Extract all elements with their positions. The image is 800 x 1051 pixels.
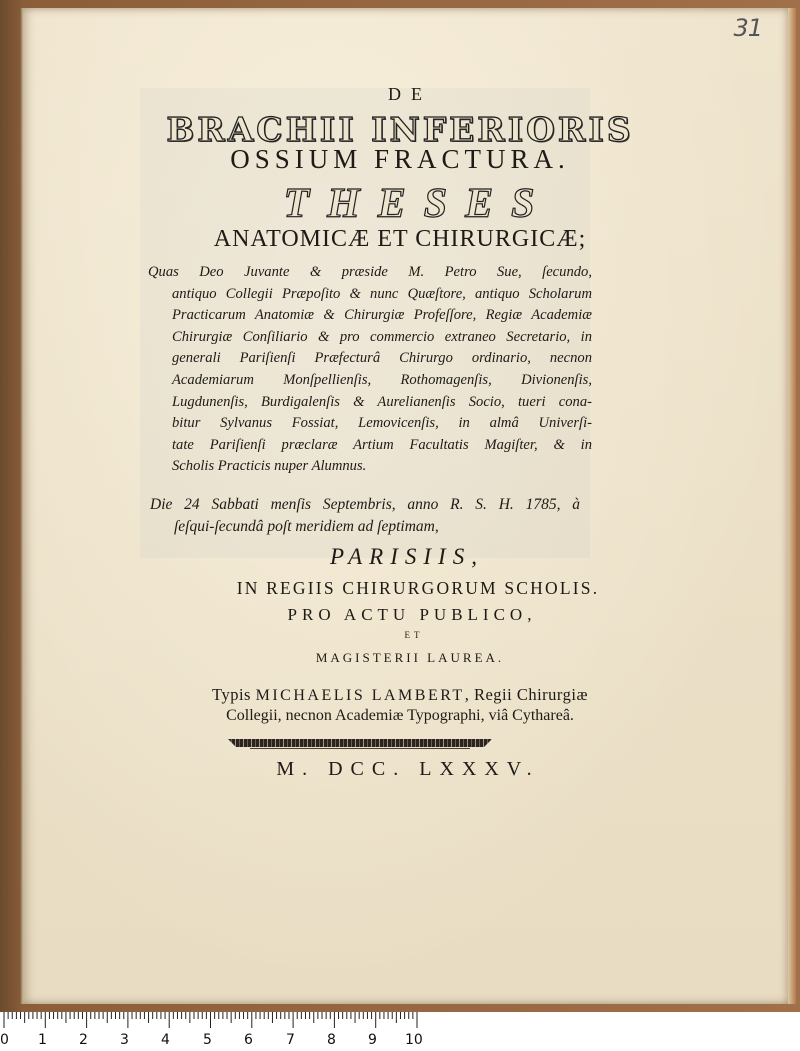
dedication-paragraph — [148, 262, 592, 478]
imprint-place: IN REGIIS CHIRURGORUM SCHOLIS. — [236, 578, 600, 598]
body-line: Academiarum Monſpellienſis, Rothomagenſis, Divionenſis, — [172, 371, 592, 388]
ruler-label: 4 — [161, 1032, 170, 1048]
ornamental-rule — [228, 739, 492, 747]
ruler-label: 6 — [244, 1032, 253, 1048]
imprint-laurea: MAGISTERII LAUREA. — [315, 650, 505, 665]
title-subtitle: ANATOMICÆ ET CHIRURGICÆ; — [213, 226, 587, 252]
ruler-label: 7 — [286, 1032, 295, 1048]
folio-number: 31 — [733, 14, 762, 42]
ruler-label: 5 — [203, 1032, 212, 1048]
title-line-2: OSSIUM FRACTURA. — [230, 144, 570, 174]
date-line: Die 24 Sabbati menſis Septembris, anno R. S. H. 1785, à — [150, 496, 580, 513]
ruler-label: 2 — [79, 1032, 88, 1048]
printer-name: MICHAELIS LAMBERT — [255, 687, 465, 704]
body-line: generali Pariſienſi Præfecturâ Chirurgo ordinario, necnon — [172, 350, 592, 367]
ornamental-rule-underline — [250, 748, 470, 749]
body-line: Scholis Practicis nuper Alumnus. — [172, 458, 367, 475]
title-de: DE — [388, 84, 432, 104]
ruler-label: 8 — [327, 1032, 336, 1048]
scale-ruler — [0, 1012, 800, 1051]
ruler-label: 9 — [368, 1032, 377, 1048]
printer-line-2: Collegii, necnon Academiæ Typographi, viâ Cythareâ. — [226, 707, 574, 724]
body-line: antiquo Collegii Præpoſito & nunc Quæſtore, antiquo Scholarum — [172, 285, 592, 302]
typis-suffix: , Regii Chirurgiæ — [464, 685, 588, 704]
body-line: Practicarum Anatomiæ & Chirurgiæ Profeſſore, Regiæ Academiæ — [172, 307, 592, 324]
title-theses: THESES — [283, 181, 553, 227]
imprint-city: PARISIIS, — [330, 544, 484, 569]
ruler-label: 1 — [38, 1032, 47, 1048]
date-paragraph — [150, 494, 580, 538]
body-line: Lugdunenſis, Burdigalenſis & Aurelianenſis Socio, tueri cona- — [172, 393, 592, 410]
imprint-actu: PRO ACTU PUBLICO, — [287, 605, 537, 624]
body-line: Quas Deo Juvante & præside M. Petro Sue, ſecundo, — [148, 264, 592, 280]
ruler-label: 10 — [405, 1032, 423, 1048]
body-line: Chirurgiæ Conſiliario & pro commercio extraneo Secretario, in — [172, 328, 592, 345]
body-line: bitur Sylvanus Fossiat, Lemovicenſis, in almâ Univerſi- — [172, 415, 592, 432]
imprint-et: ET — [404, 630, 424, 640]
date-line: ſeſqui-ſecundâ poſt meridiem ad ſeptimam, — [174, 518, 439, 535]
body-line: tate Pariſienſi præclaræ Artium Facultatis Magiſter, & in — [172, 436, 592, 453]
title-line-1: BRACHII INFERIORIS — [166, 110, 634, 149]
ruler-label: 0 — [0, 1032, 9, 1048]
typis-prefix: Typis — [212, 685, 251, 704]
publication-year: M. DCC. LXXXV. — [276, 758, 540, 780]
printer-line-1 — [0, 685, 800, 705]
ruler-label: 3 — [120, 1032, 129, 1048]
